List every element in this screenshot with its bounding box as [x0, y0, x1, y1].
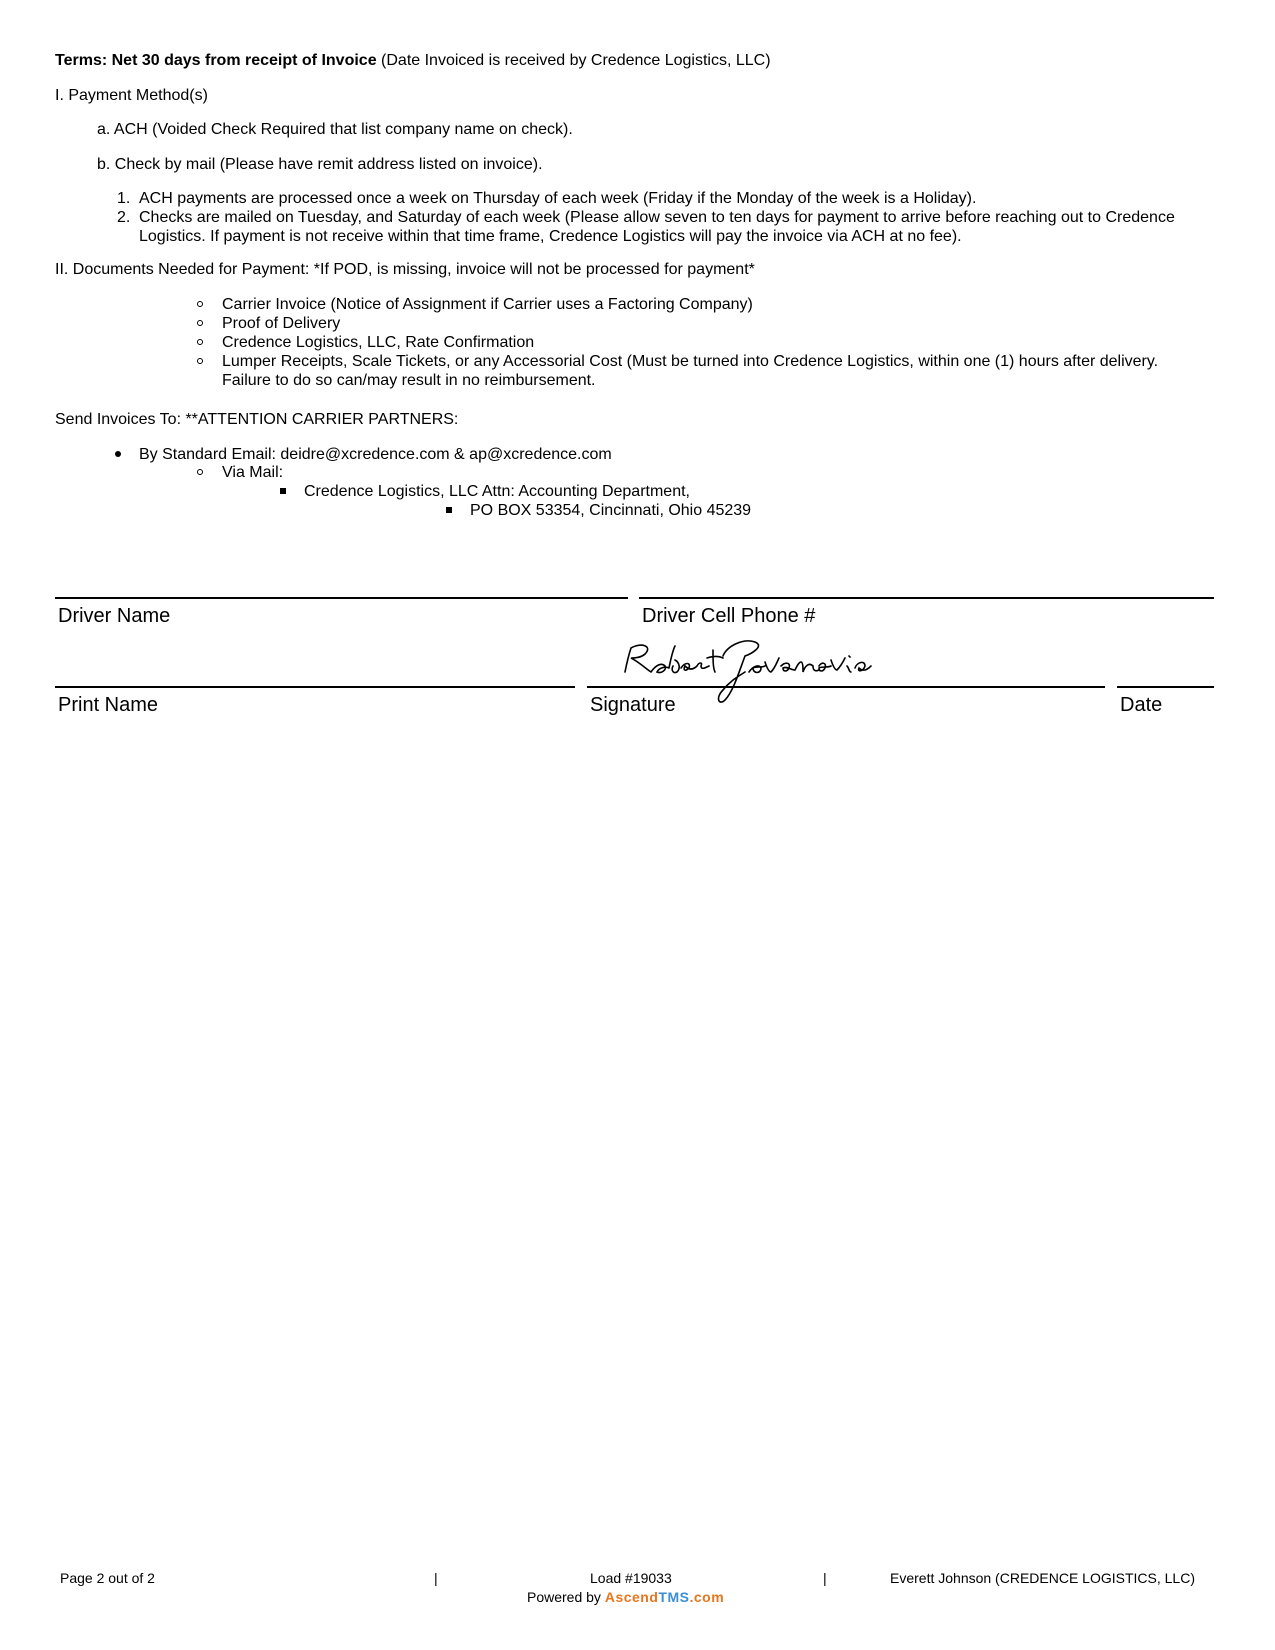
footer-separator: | [823, 1570, 827, 1586]
document-item-continuation: Failure to do so can/may result in no reimbursement. [222, 372, 596, 389]
print-name-line [55, 686, 575, 688]
payment-option-check: b. Check by mail (Please have remit address listed on invoice). [97, 156, 543, 173]
brand-com: .com [689, 1589, 725, 1605]
footer-separator: | [434, 1570, 438, 1586]
bullet-ring-icon [197, 469, 203, 475]
bullet-ring-icon [197, 320, 203, 326]
driver-name-label: Driver Name [58, 605, 171, 627]
brand-ascend: Ascend [604, 1589, 659, 1605]
numbered-item-1: ACH payments are processed once a week on Thursday of each week (Friday if the Monday of the week is a Holiday). [139, 190, 977, 207]
terms-line [55, 51, 771, 70]
powered-by-text: Powered by [527, 1589, 605, 1605]
send-invoices-heading: Send Invoices To: **ATTENTION CARRIER PARTNERS: [55, 411, 459, 428]
footer-powered-by [527, 1589, 724, 1606]
document-item: Lumper Receipts, Scale Tickets, or any Accessorial Cost (Must be turned into Credence Logistics, within one (1) hours after delivery. [222, 353, 1159, 370]
signature-line [587, 686, 1105, 688]
send-po-box: PO BOX 53354, Cincinnati, Ohio 45239 [470, 502, 752, 519]
send-email: By Standard Email: deidre@xcredence.com & ap@xcredence.com [139, 446, 612, 463]
print-name-label: Print Name [58, 694, 159, 716]
bullet-square-icon [446, 507, 452, 513]
numbered-item-1-number: 1. [117, 190, 131, 207]
payment-heading: I. Payment Method(s) [55, 87, 208, 104]
bullet-dot-icon [115, 451, 121, 457]
documents-heading: II. Documents Needed for Payment: *If POD, is missing, invoice will not be processed for payment* [55, 261, 755, 278]
bullet-ring-icon [197, 339, 203, 345]
numbered-item-2-line2: Logistics. If payment is not receive within that time frame, Credence Logistics will pay the invoice via ACH at no fee). [139, 228, 962, 245]
signature-label: Signature [590, 694, 676, 716]
numbered-item-2-line1: Checks are mailed on Tuesday, and Saturday of each week (Please allow seven to ten days for payment to arrive before reaching out to Credence [139, 209, 1175, 226]
date-line [1117, 686, 1214, 688]
document-item: Proof of Delivery [222, 315, 341, 332]
date-label: Date [1120, 694, 1163, 716]
brand-tms: TMS [658, 1589, 690, 1605]
send-attn: Credence Logistics, LLC Attn: Accounting Department, [304, 483, 690, 500]
bullet-ring-icon [197, 301, 203, 307]
driver-phone-line [639, 597, 1214, 599]
document-item: Carrier Invoice (Notice of Assignment if Carrier uses a Factoring Company) [222, 296, 753, 313]
payment-option-ach: a. ACH (Voided Check Required that list company name on check). [97, 121, 573, 138]
footer-page-number: Page 2 out of 2 [60, 1570, 155, 1586]
send-via-mail: Via Mail: [222, 464, 284, 481]
bullet-square-icon [280, 488, 286, 494]
document-item: Credence Logistics, LLC, Rate Confirmation [222, 334, 535, 351]
terms-bold: Terms: Net 30 days from receipt of Invoice [55, 52, 377, 69]
terms-rest: (Date Invoiced is received by Credence Logistics, LLC) [376, 52, 771, 69]
footer-load-number: Load #19033 [590, 1570, 672, 1586]
footer-user: Everett Johnson (CREDENCE LOGISTICS, LLC) [890, 1570, 1195, 1586]
numbered-item-2-number: 2. [117, 209, 131, 226]
bullet-ring-icon [197, 358, 203, 364]
driver-name-line [55, 597, 628, 599]
driver-phone-label: Driver Cell Phone # [642, 605, 816, 627]
